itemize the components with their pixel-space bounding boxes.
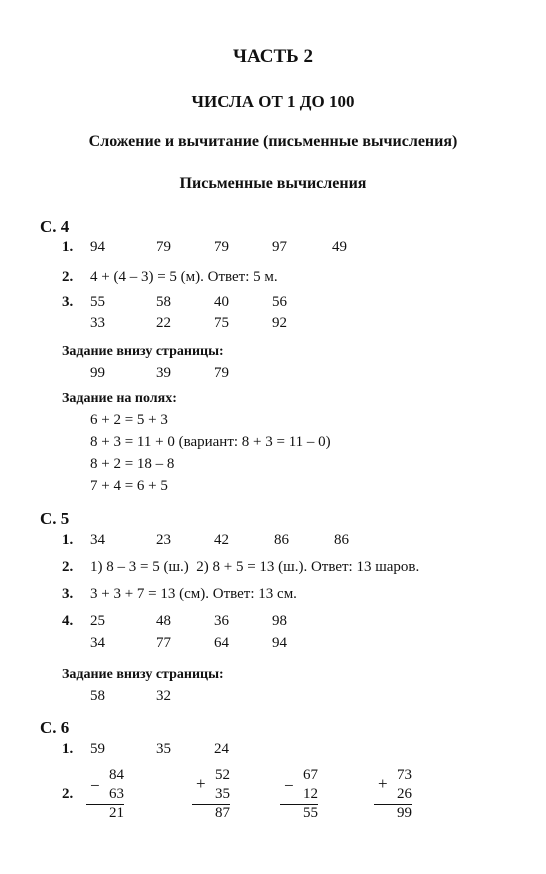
task-number: 2. [62, 786, 74, 802]
bottom-task-label: Задание внизу страницы: [62, 667, 224, 682]
answer-value: 40 [214, 294, 229, 310]
answer-value: 33 [90, 315, 105, 331]
subtrahend: 63 [109, 786, 124, 802]
section-title-s5: С. 5 [40, 509, 70, 528]
equation: 8 + 2 = 18 – 8 [90, 456, 175, 472]
result: 87 [215, 805, 230, 821]
bottom-task-label: Задание внизу страницы: [62, 344, 224, 359]
addend: 35 [215, 786, 230, 802]
answer-value: 77 [156, 635, 171, 651]
answer-value: 34 [90, 532, 105, 548]
equation: 7 + 4 = 6 + 5 [90, 478, 168, 494]
answer-value: 94 [90, 239, 105, 255]
task-solution: 1) 8 – 3 = 5 (ш.) 2) 8 + 5 = 13 (ш.). Ответ: 13 шаров. [90, 559, 420, 575]
task-number: 3. [62, 294, 74, 310]
result: 55 [303, 805, 318, 821]
addend: 73 [397, 767, 412, 783]
answer-value: 42 [214, 532, 229, 548]
task-solution: 4 + (4 – 3) = 5 (м). Ответ: 5 м. [90, 269, 278, 285]
topic-title: Сложение и вычитание (письменные вычисления) [88, 133, 458, 150]
answer-value: 56 [272, 294, 287, 310]
task-number: 1. [62, 741, 74, 757]
minuend: 84 [109, 767, 124, 783]
part-title: ЧАСТЬ 2 [233, 46, 313, 67]
column-addition [370, 766, 412, 823]
task-solution: 3 + 3 + 7 = 13 (см). Ответ: 13 см. [90, 586, 297, 602]
answer-value: 25 [90, 613, 105, 629]
answer-value: 59 [90, 741, 105, 757]
answer-value: 79 [214, 365, 229, 381]
minus-sign: − [284, 776, 294, 795]
subtopic-title: Письменные вычисления [179, 175, 367, 192]
answer-value: 34 [90, 635, 105, 651]
minus-sign: − [90, 776, 100, 795]
answer-value: 39 [156, 365, 171, 381]
chapter-title: ЧИСЛА ОТ 1 ДО 100 [191, 92, 355, 111]
equation: 8 + 3 = 11 + 0 (вариант: 8 + 3 = 11 – 0) [90, 434, 331, 450]
margin-task-label: Задание на полях: [62, 391, 177, 406]
addend: 26 [397, 786, 412, 802]
result-line [86, 804, 124, 805]
answer-value: 36 [214, 613, 229, 629]
answer-value: 24 [214, 741, 229, 757]
answer-value: 22 [156, 315, 171, 331]
section-title-s6: С. 6 [40, 718, 70, 737]
answer-value: 48 [156, 613, 171, 629]
task-number: 4. [62, 613, 74, 629]
answer-value: 92 [272, 315, 287, 331]
result-line [374, 804, 412, 805]
answer-value: 64 [214, 635, 229, 651]
addend: 52 [215, 767, 230, 783]
section-title-s4: С. 4 [40, 217, 70, 236]
answer-value: 32 [156, 688, 171, 704]
task-number: 3. [62, 586, 74, 602]
answer-value: 58 [156, 294, 171, 310]
answer-value: 79 [156, 239, 171, 255]
result-line [192, 804, 230, 805]
answer-value: 75 [214, 315, 229, 331]
answer-value: 86 [334, 532, 349, 548]
plus-sign: + [378, 774, 388, 793]
result: 99 [397, 805, 412, 821]
task-number: 2. [62, 269, 74, 285]
task-number: 1. [62, 239, 74, 255]
answer-value: 55 [90, 294, 105, 310]
task-number: 1. [62, 532, 74, 548]
task-number: 2. [62, 559, 74, 575]
column-subtraction [82, 766, 124, 823]
answer-value: 86 [274, 532, 289, 548]
answer-value: 94 [272, 635, 287, 651]
column-addition [188, 766, 230, 823]
result: 21 [109, 805, 124, 821]
plus-sign: + [196, 774, 206, 793]
answer-value: 98 [272, 613, 287, 629]
answer-value: 79 [214, 239, 229, 255]
answer-value: 23 [156, 532, 171, 548]
answer-value: 58 [90, 688, 105, 704]
answer-value: 49 [332, 239, 347, 255]
column-subtraction [276, 766, 318, 823]
result-line [280, 804, 318, 805]
answer-value: 35 [156, 741, 171, 757]
minuend: 67 [303, 767, 318, 783]
subtrahend: 12 [303, 786, 318, 802]
answer-value: 97 [272, 239, 287, 255]
equation: 6 + 2 = 5 + 3 [90, 412, 168, 428]
answer-value: 99 [90, 365, 105, 381]
